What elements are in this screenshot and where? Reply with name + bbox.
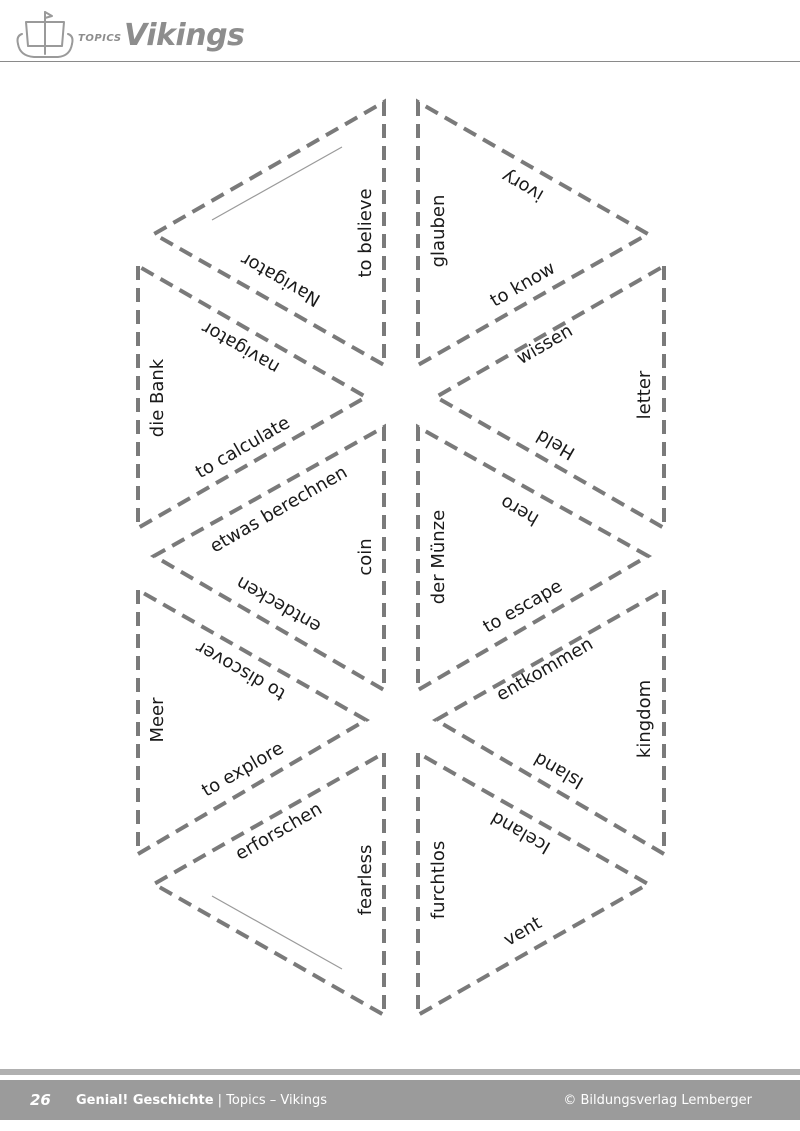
puzzle-triangle — [418, 753, 648, 1015]
puzzle-word: to know — [486, 257, 559, 312]
page-title: Vikings — [124, 18, 245, 53]
footer-subtitle: Topics – Vikings — [226, 1093, 328, 1108]
puzzle-word: die Bank — [147, 358, 168, 438]
page-number: 26 — [30, 1091, 51, 1109]
puzzle-triangle — [154, 102, 384, 365]
puzzle-word: hero — [496, 491, 543, 530]
puzzle-word: vent — [500, 912, 546, 951]
puzzle-word: to calculate — [191, 412, 294, 483]
puzzle-word: Island — [530, 747, 588, 793]
puzzle-triangle — [418, 102, 648, 365]
puzzle-triangle — [436, 590, 664, 854]
puzzle-word: ivory — [498, 165, 548, 206]
series-label: TOPICS — [78, 33, 122, 44]
brand-name: Genial! Geschichte — [76, 1093, 214, 1108]
empty-edge-line — [212, 147, 342, 220]
puzzle-triangle — [138, 590, 366, 854]
puzzle-word: to explore — [198, 737, 288, 802]
puzzle-word: letter — [634, 370, 655, 420]
puzzle-word: Held — [532, 425, 579, 464]
footer-bar — [0, 1080, 800, 1120]
page-footer — [0, 1069, 800, 1131]
puzzle-word: der Münze — [428, 509, 449, 605]
puzzle-triangle — [418, 427, 648, 690]
puzzle-triangle — [154, 753, 384, 1015]
puzzle-word: glauben — [428, 194, 449, 268]
puzzle-word: kingdom — [634, 679, 655, 759]
puzzle-word: coin — [355, 538, 376, 576]
puzzle-word: Navigator — [237, 248, 325, 311]
puzzle-word: to discover — [192, 636, 290, 705]
footer-brand-line — [76, 1093, 327, 1108]
puzzle-word: Meer — [147, 697, 168, 743]
puzzle-word: erforschen — [231, 798, 326, 865]
puzzle-word: fearless — [355, 844, 376, 916]
puzzle-word: furchtlos — [428, 840, 449, 920]
puzzle-word: to escape — [479, 575, 566, 638]
puzzle-word: to believe — [355, 188, 376, 278]
puzzle-word: Iceland — [487, 807, 555, 858]
puzzle-word: entkommen — [492, 633, 597, 706]
puzzle-word: etwas berechnen — [206, 461, 352, 558]
puzzle-word: wissen — [513, 320, 577, 369]
puzzle-word: navigator — [198, 316, 284, 379]
footer-separator: | — [217, 1093, 223, 1108]
puzzle-triangle — [154, 427, 384, 690]
puzzle-triangle — [436, 266, 664, 528]
puzzle-word: entdecken — [232, 571, 325, 638]
footer-accent-stripe — [0, 1069, 800, 1075]
empty-edge-line — [212, 896, 342, 969]
copyright-notice: © Bildungsverlag Lemberger — [563, 1093, 752, 1108]
